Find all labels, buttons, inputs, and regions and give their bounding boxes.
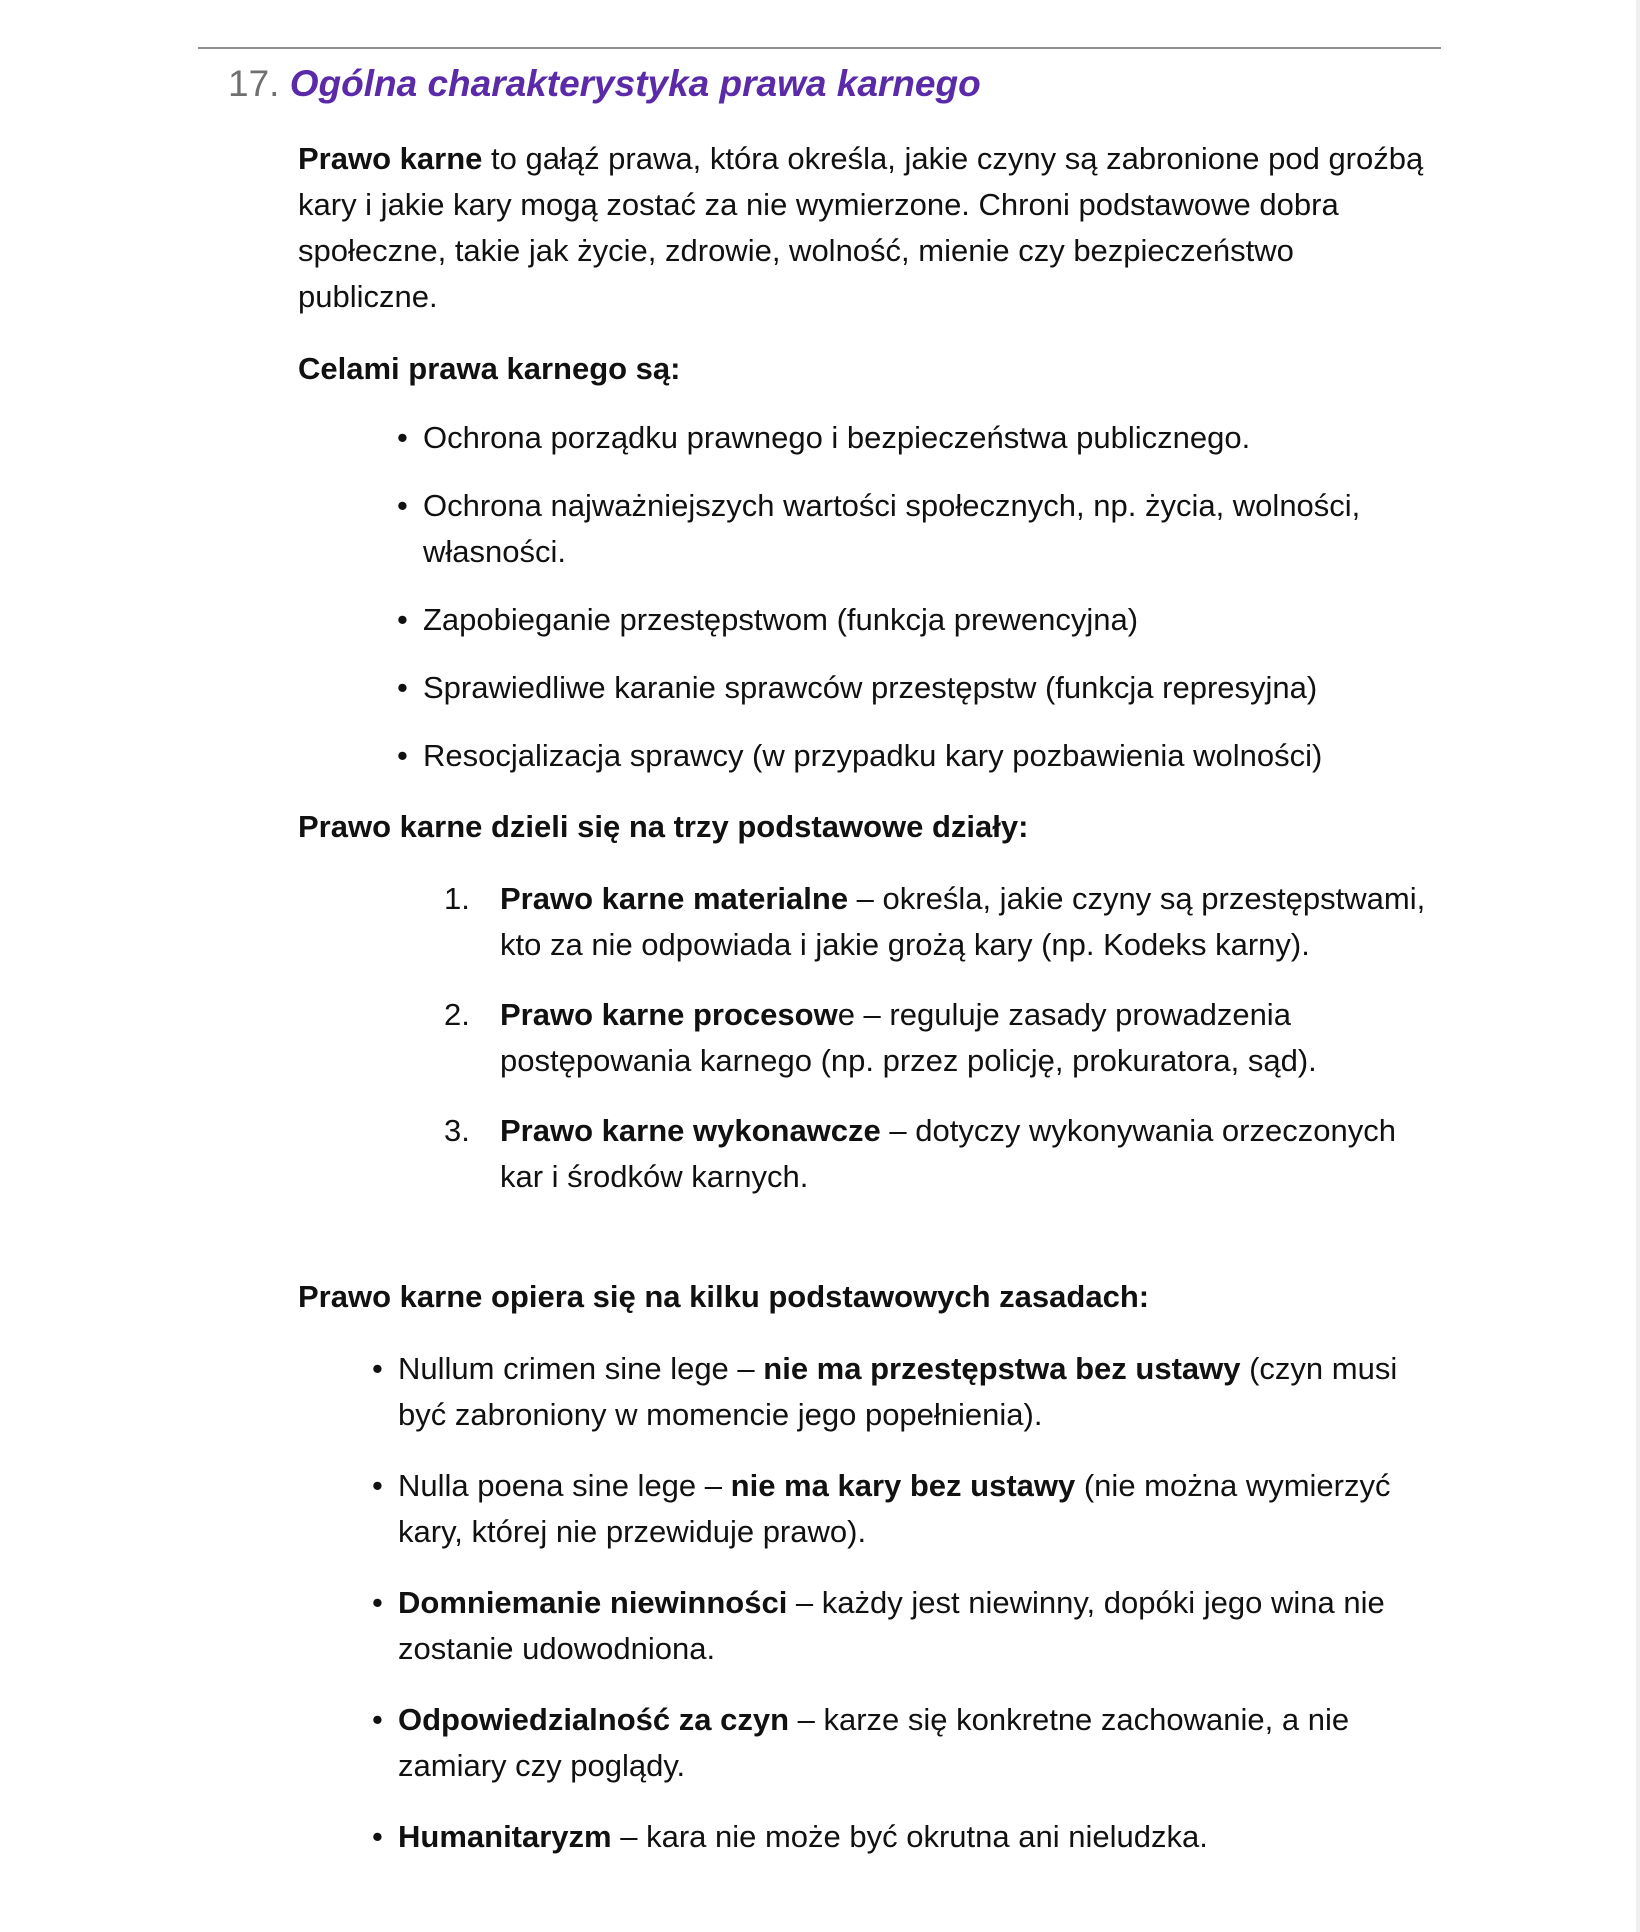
principle-bold: Odpowiedzialność za czyn	[398, 1702, 790, 1737]
goal-text: Zapobieganie przestępstwom (funkcja prewencyjna)	[423, 602, 1139, 637]
principle-lead: Nullum crimen sine lege –	[398, 1351, 764, 1386]
principle-text: (czyn musi być zabroniony w momencie jego popełnienia).	[398, 1351, 1398, 1432]
bullet-icon: •	[372, 1819, 383, 1854]
bullet-icon: •	[372, 1702, 383, 1737]
bullet-icon: •	[372, 1585, 383, 1620]
principle-bold: Domniemanie niewinności	[398, 1585, 788, 1620]
section-title: Ogólna charakterystyka prawa karnego	[289, 63, 981, 104]
list-item	[444, 876, 1440, 968]
goal-text: Ochrona porządku prawnego i bezpieczeństwa publicznego.	[423, 420, 1251, 455]
list-item	[372, 1697, 1438, 1789]
division-term: Prawo karne materialne	[500, 881, 849, 916]
division-text: – określa, jakie czyny są przestępstwami, kto za nie odpowiada i jakie grożą kary (np. Kodeks karny).	[500, 881, 1426, 962]
section-number: 17.	[228, 63, 280, 104]
page-edge	[1636, 0, 1640, 1932]
intro-term: Prawo karne	[298, 141, 483, 176]
list-item	[397, 733, 1443, 779]
principle-lead: Nulla poena sine lege –	[398, 1468, 731, 1503]
intro-text: to gałąź prawa, która określa, jakie czyny są zabronione pod groźbą kary i jakie kary mogą zostać za nie wymierzone. Chroni podstawowe dobra społeczne, takie jak życie, zdrowie, wolność, mienie czy bezpieczeństwo publiczne.	[298, 141, 1424, 314]
section-heading	[228, 58, 981, 110]
bullet-icon: •	[397, 420, 408, 455]
list-item	[444, 992, 1440, 1084]
top-divider	[198, 47, 1441, 49]
principle-text: – kara nie może być okrutna ani nieludzka.	[611, 1819, 1208, 1854]
bullet-icon: •	[397, 670, 408, 705]
list-number: 3.	[444, 1113, 470, 1148]
division-term: Prawo karne wykonawcze	[500, 1113, 881, 1148]
list-item	[397, 483, 1443, 575]
principle-text: – karze się konkretne zachowanie, a nie zamiary czy poglądy.	[398, 1702, 1350, 1783]
goals-heading: Celami prawa karnego są:	[298, 351, 681, 386]
goal-text: Sprawiedliwe karanie sprawców przestępstw (funkcja represyjna)	[423, 670, 1318, 705]
intro-paragraph	[298, 136, 1438, 320]
list-item	[372, 1580, 1438, 1672]
list-item	[372, 1346, 1438, 1438]
list-item	[444, 1108, 1440, 1200]
goal-text: Ochrona najważniejszych wartości społecznych, np. życia, wolności, własności.	[423, 488, 1361, 569]
division-text: – reguluje zasady prowadzenia postępowania karnego (np. przez policję, prokuratora, sąd).	[500, 997, 1317, 1078]
list-item	[397, 415, 1443, 461]
principle-bold: Humanitaryzm	[398, 1819, 612, 1854]
bullet-icon: •	[372, 1351, 383, 1386]
principles-list	[372, 1346, 1438, 1885]
divisions-list	[444, 876, 1440, 1224]
principle-bold: nie ma przestępstwa bez ustawy	[763, 1351, 1241, 1386]
list-item	[397, 597, 1443, 643]
bullet-icon: •	[397, 738, 408, 773]
bullet-icon: •	[372, 1468, 383, 1503]
principle-text: (nie można wymierzyć kary, której nie przewiduje prawo).	[398, 1468, 1391, 1549]
bullet-icon: •	[397, 488, 408, 523]
list-number: 1.	[444, 881, 470, 916]
list-item	[372, 1463, 1438, 1555]
list-item	[372, 1814, 1438, 1860]
goal-text: Resocjalizacja sprawcy (w przypadku kary pozbawienia wolności)	[423, 738, 1323, 773]
list-number: 2.	[444, 997, 470, 1032]
principle-bold: nie ma kary bez ustawy	[730, 1468, 1076, 1503]
goals-list	[397, 415, 1443, 801]
division-text: – dotyczy wykonywania orzeczonych kar i środków karnych.	[500, 1113, 1396, 1194]
list-item	[397, 665, 1443, 711]
principles-heading: Prawo karne opiera się na kilku podstawowych zasadach:	[298, 1279, 1150, 1314]
principle-text: – każdy jest niewinny, dopóki jego wina nie zostanie udowodniona.	[398, 1585, 1385, 1666]
division-term: Prawo karne procesow	[500, 997, 838, 1032]
division-term-tail: e	[837, 997, 855, 1032]
bullet-icon: •	[397, 602, 408, 637]
divisions-heading: Prawo karne dzieli się na trzy podstawowe działy:	[298, 809, 1029, 844]
